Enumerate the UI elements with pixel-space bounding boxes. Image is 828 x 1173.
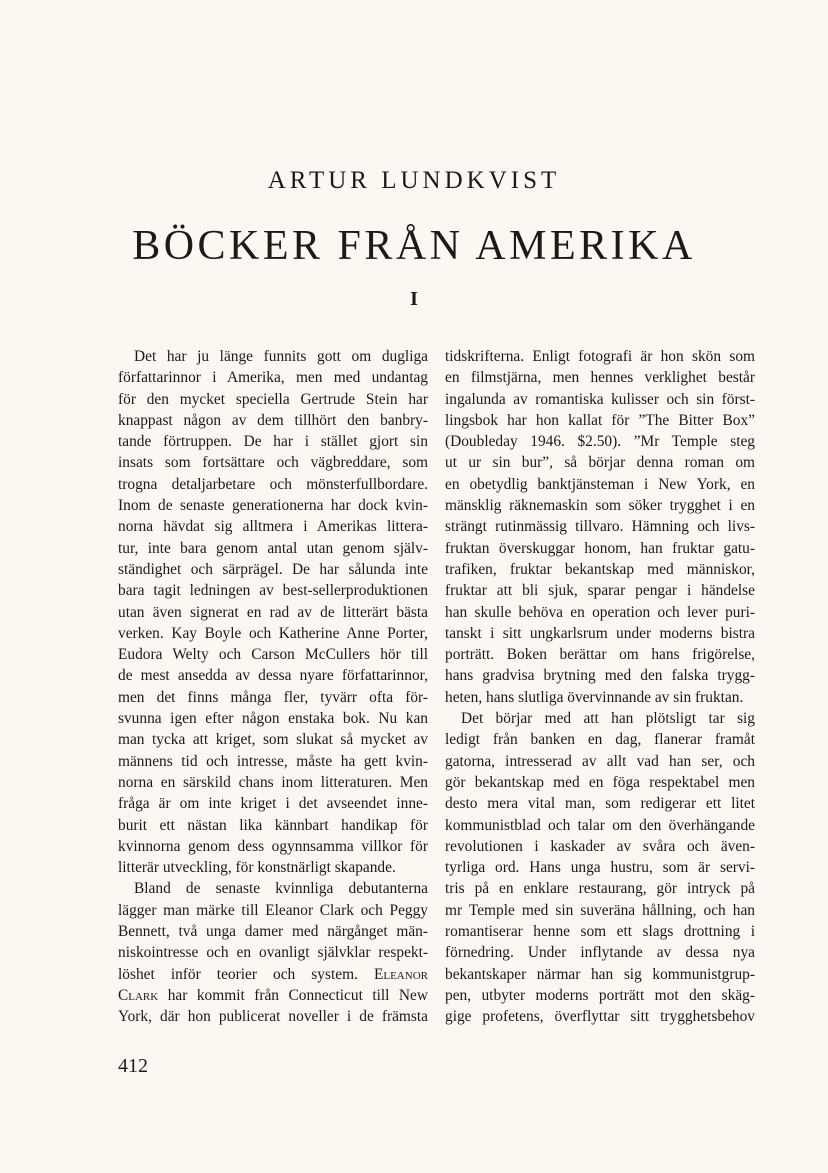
page-number: 412 (118, 1055, 148, 1077)
text-line: heten, hans slutliga övervinnande av sin fruktan. (445, 688, 744, 706)
text-line: Bennett, två unga damer med närgånget män- (118, 923, 428, 941)
text-line: Det har ju länge funnits gott om dugliga (134, 348, 428, 365)
text-line: porträtt. Boken berättar om hans frigörelse, (445, 646, 755, 664)
text-line: kommunistblad och talar om den överhängande (445, 816, 755, 834)
left-column (118, 346, 428, 1028)
text-line: tidskrifterna. Enligt fotografi är hon skön som (445, 348, 755, 365)
text-line: författarinnor i Amerika, men med undantag (118, 369, 428, 387)
text-line: bekantskaper närmar han sig kommunistgrup- (445, 965, 755, 983)
text-line: gatorna, intresserad av allt vad han ser, och (445, 752, 755, 770)
text-line: tanskt i sitt ungkarlsrum under moderns bistra (445, 624, 755, 642)
text-line: tyrliga ord. Hans unga hustru, som är servi- (445, 859, 755, 877)
text-line: strängt rutinmässig tillvaro. Hämning och livs- (445, 518, 755, 536)
text-line: han skulle behöva en operation och lever puri- (445, 603, 755, 621)
text-line: fruktan överskuggar honom, han fruktar gatu- (445, 539, 755, 557)
article-title: BÖCKER FRÅN AMERIKA (132, 223, 696, 269)
text-line: ständighet och särprägel. De har sålunda inte (118, 560, 428, 578)
text-line: trafiken, fruktar bekantskap med människor, (445, 560, 755, 578)
section-number: I (410, 288, 418, 310)
author-name-inline: Clark (118, 986, 159, 1004)
text-fragment: har kommit från Connecticut till New (167, 986, 428, 1004)
text-line: (Doubleday 1946. $2.50). ”Mr Temple steg (445, 433, 755, 451)
text-line: norna hävdat sig alltmera i Amerikas littera- (118, 518, 428, 536)
text-line: Det börjar med att han plötsligt tar sig (461, 710, 755, 728)
text-line: verken. Kay Boyle och Katherine Anne Porter, (118, 624, 428, 642)
text-line: svunna igen efter någon enstaka bok. Nu kan (118, 710, 428, 728)
text-line: ut ur sin bur”, så börjar denna roman om (445, 454, 755, 472)
text-line: insats som fortsättare och vägbreddare, som (118, 454, 428, 472)
text-line: gör bekantskap med en föga respektabel men (445, 773, 755, 791)
text-line: hans gradvisa brytning med den falska trygg- (445, 667, 755, 685)
text-line: men det finns många fler, tyvärr ofta för- (118, 688, 428, 706)
author-name: ARTUR LUNDKVIST (267, 167, 561, 194)
text-line: gige profetens, överflyttar sitt trygghetsbehov (445, 1008, 755, 1026)
text-line: man tycka att kriget, som slukat så mycket av (118, 731, 428, 749)
text-line: en filmstjärna, men hennes verklighet består (445, 369, 755, 387)
text-line: lägger man märke till Eleanor Clark och Peggy (118, 901, 428, 919)
author-name-inline: Eleanor (373, 965, 428, 983)
text-line: Inom de senaste generationerna har dock kvin- (118, 497, 428, 515)
text-line: trogna detaljarbetare och mönsterfullbordare. (118, 475, 428, 493)
text-line: York, där hon publicerat noveller i de främsta (118, 1008, 428, 1026)
text-line: mänsklig räknemaskin som söker trygghet i en (445, 497, 755, 515)
text-line: norna en särskild chans inom litteraturen. Men (118, 773, 428, 791)
text-line: fruktar att bli sjuk, sparar pengar i händelse (445, 582, 755, 600)
text-line: utan även signerat en rad av de litterärt bästa (118, 603, 428, 621)
text-line: tande förtruppen. De har i stället gjort sin (118, 433, 428, 451)
text-line: litterär utveckling, för konstnärligt skapande. (118, 859, 396, 877)
text-line (118, 985, 428, 1006)
text-line: de mest ansedda av dessa nyare författarinnor, (118, 667, 428, 685)
text-line: desto mera vital man, som redigerar ett litet (445, 795, 755, 813)
text-line: ledigt från banken en dag, flanerar framåt (445, 731, 755, 749)
text-fragment: löshet inför teorier och system. (118, 965, 358, 983)
right-column (445, 346, 755, 1028)
text-line: Eudora Welty och Carson McCullers hör till (118, 646, 428, 664)
text-line: för den mycket speciella Gertrude Stein har (118, 390, 428, 408)
text-line: lingsbok har hon kallat för ”The Bitter Box” (445, 411, 755, 429)
text-line: burit ett nästan lika kännbart handikap för (118, 816, 428, 834)
text-line: romantiserar henne som ett slags drottning i (445, 923, 755, 941)
text-line: mr Temple med sin suveräna hållning, och han (445, 901, 755, 919)
text-line: förnedring. Under inflytande av dessa nya (445, 944, 755, 962)
text-line: tris på en enklare restaurang, gör intryck på (445, 880, 755, 898)
text-line: fråga är om inte kriget i det avseendet inne- (118, 795, 428, 813)
text-line: bara tagit ledningen av best-sellerproduktionen (118, 582, 428, 600)
text-line: männens tid och intresse, måste ha gett kvin- (118, 752, 428, 770)
text-line: tur, inte bara genom antal utan genom själv- (118, 539, 428, 557)
text-line: niskointresse och en ovanligt självklar respekt- (118, 944, 428, 962)
text-line: kvinnorna genom dess ogynnsamma villkor för (118, 837, 428, 855)
text-line: knappast någon av dem tillhört den banbry- (118, 411, 428, 429)
text-line: revolutionen i kaskader av svåra och även- (445, 837, 755, 855)
text-line: en obetydlig banktjänsteman i New York, en (445, 475, 755, 493)
text-line: pen, utbyter moderns porträtt mot den skäg- (445, 986, 755, 1004)
text-line (118, 964, 428, 985)
text-line: ingalunda av romantiska kulisser och sin först- (445, 390, 755, 408)
text-line: Bland de senaste kvinnliga debutanterna (134, 880, 428, 898)
